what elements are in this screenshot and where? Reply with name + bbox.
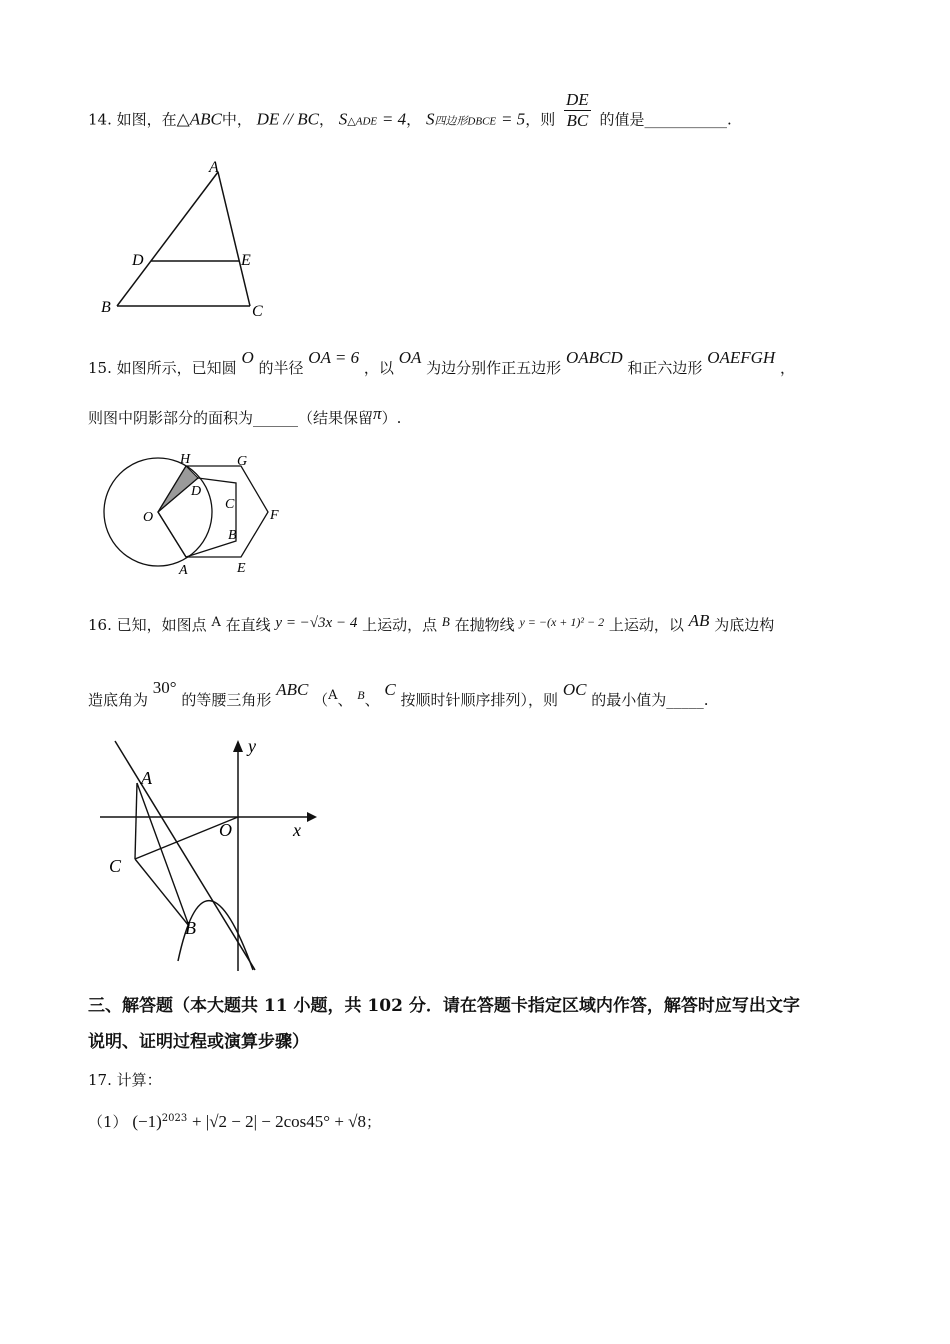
q16-line2 bbox=[88, 678, 709, 712]
q16-text: 、 bbox=[364, 691, 380, 709]
q16-text: 在抛物线 bbox=[454, 616, 515, 634]
q16-point-a2: A bbox=[328, 688, 338, 703]
q15-figure bbox=[98, 448, 288, 580]
q16-text: 的等腰三角形 bbox=[181, 691, 272, 709]
q16-label-b: B bbox=[185, 918, 196, 938]
q15-text: ）. bbox=[381, 409, 402, 427]
q14-frac-den: BC bbox=[566, 111, 589, 130]
q14-number: 14. bbox=[88, 110, 112, 129]
q14-label-d: D bbox=[132, 252, 144, 269]
q17-part1-base: (−1) bbox=[132, 1112, 162, 1131]
q15-text: ，以 bbox=[363, 359, 394, 377]
q16-text: 、 bbox=[337, 691, 353, 709]
q15-number: 15. bbox=[88, 359, 112, 377]
q15-radius: OA = 6 bbox=[308, 348, 360, 367]
q16-label-a: A bbox=[141, 768, 152, 788]
q16-point-a: A bbox=[211, 615, 221, 630]
q14-text: 的值是 bbox=[599, 110, 645, 129]
q16-answer-blank[interactable]: _____ bbox=[666, 691, 704, 709]
q16-label-x: x bbox=[293, 820, 301, 840]
q16-ab: AB bbox=[688, 611, 710, 630]
q15-label-d: D bbox=[191, 484, 202, 499]
q14-side-ac bbox=[218, 172, 250, 306]
q15-circle-o: O bbox=[241, 348, 254, 367]
q14-side-ab bbox=[117, 172, 218, 306]
q16-text: 已知，如图点 bbox=[116, 616, 207, 634]
q15-text: （结果保留 bbox=[298, 409, 374, 427]
q16-angle: 30° bbox=[152, 678, 177, 697]
q17-part1-exponent: 2023 bbox=[161, 1113, 188, 1124]
q16-parabola-equation: y = −(x + 1)² − 2 bbox=[519, 615, 605, 629]
q15-pi: π bbox=[373, 404, 382, 423]
q14-answer-blank[interactable]: ___________ bbox=[644, 110, 727, 129]
q14-fraction bbox=[564, 90, 591, 131]
q14-line bbox=[88, 90, 732, 141]
q16-label-y: y bbox=[248, 736, 256, 756]
q16-y-arrow bbox=[233, 740, 243, 752]
q15-label-b: B bbox=[228, 528, 237, 543]
q16-text: 按顺时针顺序排列），则 bbox=[400, 691, 559, 709]
q16-text: 造底角为 bbox=[88, 691, 149, 709]
q16-line-equation: y = −√3x − 4 bbox=[275, 615, 358, 631]
q16-point-b: B bbox=[441, 614, 450, 629]
q15-text: 为边分别作正五边形 bbox=[426, 359, 562, 377]
q17-part1 bbox=[88, 1112, 381, 1135]
q14-area-symbol: S bbox=[338, 109, 348, 129]
q15-text: ， bbox=[779, 359, 795, 377]
q14-text: ， bbox=[406, 110, 422, 129]
q16-text: 为底边构 bbox=[714, 616, 775, 634]
q15-text: 和正六边形 bbox=[627, 359, 703, 377]
q17-number: 17. bbox=[88, 1071, 112, 1089]
q14-triangle: △ABC bbox=[176, 109, 222, 129]
q15-label-e: E bbox=[237, 561, 246, 576]
q15-oa: OA bbox=[398, 348, 422, 367]
q15-line2 bbox=[88, 404, 402, 428]
q15-label-a: A bbox=[179, 563, 188, 578]
q14-area-sub: △ADE bbox=[347, 115, 378, 128]
q14-area2-value: = 5 bbox=[500, 109, 526, 129]
q17-text: 计算： bbox=[116, 1071, 162, 1089]
q14-text: ，则 bbox=[525, 110, 556, 129]
q16-triangle: ABC bbox=[276, 680, 309, 699]
q16-text: . bbox=[703, 691, 709, 709]
q15-text: 如图所示，已知圆 bbox=[116, 359, 237, 377]
section3-title-line2: 说明、证明过程或演算步骤） bbox=[88, 1032, 309, 1052]
q17-text: ； bbox=[366, 1113, 382, 1131]
q16-side-ac bbox=[135, 783, 137, 859]
q17-part1-expression: + |√2 − 2| − 2cos45° + √8 bbox=[191, 1112, 367, 1131]
q15-label-o: O bbox=[143, 510, 154, 525]
q16-text: （ bbox=[313, 691, 329, 709]
q14-figure bbox=[95, 150, 275, 325]
q16-oc: OC bbox=[562, 680, 587, 699]
q16-point-c2: C bbox=[384, 680, 396, 699]
q14-label-e: E bbox=[241, 252, 251, 269]
q17-part1-label: （1） bbox=[88, 1113, 128, 1131]
q14-text: 如图，在 bbox=[116, 110, 177, 129]
q15-text: 的半径 bbox=[258, 359, 304, 377]
section3-title-line1: 三、解答题（本大题共 11 小题，共 102 分．请在答题卡指定区域内作答，解答时应写出文字 bbox=[88, 996, 800, 1016]
q16-point-b2: B bbox=[357, 688, 365, 702]
q15-line1 bbox=[88, 348, 795, 378]
q14-text: 中， bbox=[221, 110, 252, 129]
q16-figure bbox=[95, 736, 325, 976]
q16-text: 上运动，点 bbox=[362, 616, 438, 634]
q14-text: . bbox=[726, 110, 732, 129]
q14-frac-num: DE bbox=[565, 90, 589, 109]
q16-text: 在直线 bbox=[225, 616, 271, 634]
q15-label-c: C bbox=[225, 497, 235, 512]
q15-label-f: F bbox=[270, 508, 279, 523]
q16-side-cb bbox=[135, 859, 189, 926]
q15-label-h: H bbox=[180, 452, 191, 467]
q16-text: 的最小值为 bbox=[591, 691, 667, 709]
q14-label-c: C bbox=[252, 303, 263, 320]
q14-text: ， bbox=[318, 110, 334, 129]
q16-text: 上运动，以 bbox=[608, 616, 684, 634]
q14-area-value: = 4 bbox=[381, 109, 407, 129]
q14-parallel: DE // BC bbox=[256, 109, 319, 129]
q17-line bbox=[88, 1070, 162, 1090]
q16-label-c: C bbox=[109, 856, 122, 876]
q16-line1 bbox=[88, 611, 775, 637]
q14-label-a: A bbox=[209, 159, 219, 176]
q15-text: 则图中阴影部分的面积为 bbox=[88, 409, 254, 427]
q14-area2-symbol: S bbox=[425, 109, 435, 129]
q15-pentagon: OABCD bbox=[565, 348, 623, 367]
q14-area2-sub: 四边形DBCE bbox=[434, 115, 497, 128]
q15-hexagon: OAEFGH bbox=[707, 348, 776, 367]
q14-label-b: B bbox=[101, 299, 111, 316]
q15-answer-blank[interactable]: ______ bbox=[253, 409, 299, 427]
q16-x-arrow bbox=[307, 812, 317, 822]
q15-label-g: G bbox=[237, 454, 248, 469]
q16-label-o: O bbox=[219, 820, 232, 840]
q16-number: 16. bbox=[88, 616, 112, 634]
